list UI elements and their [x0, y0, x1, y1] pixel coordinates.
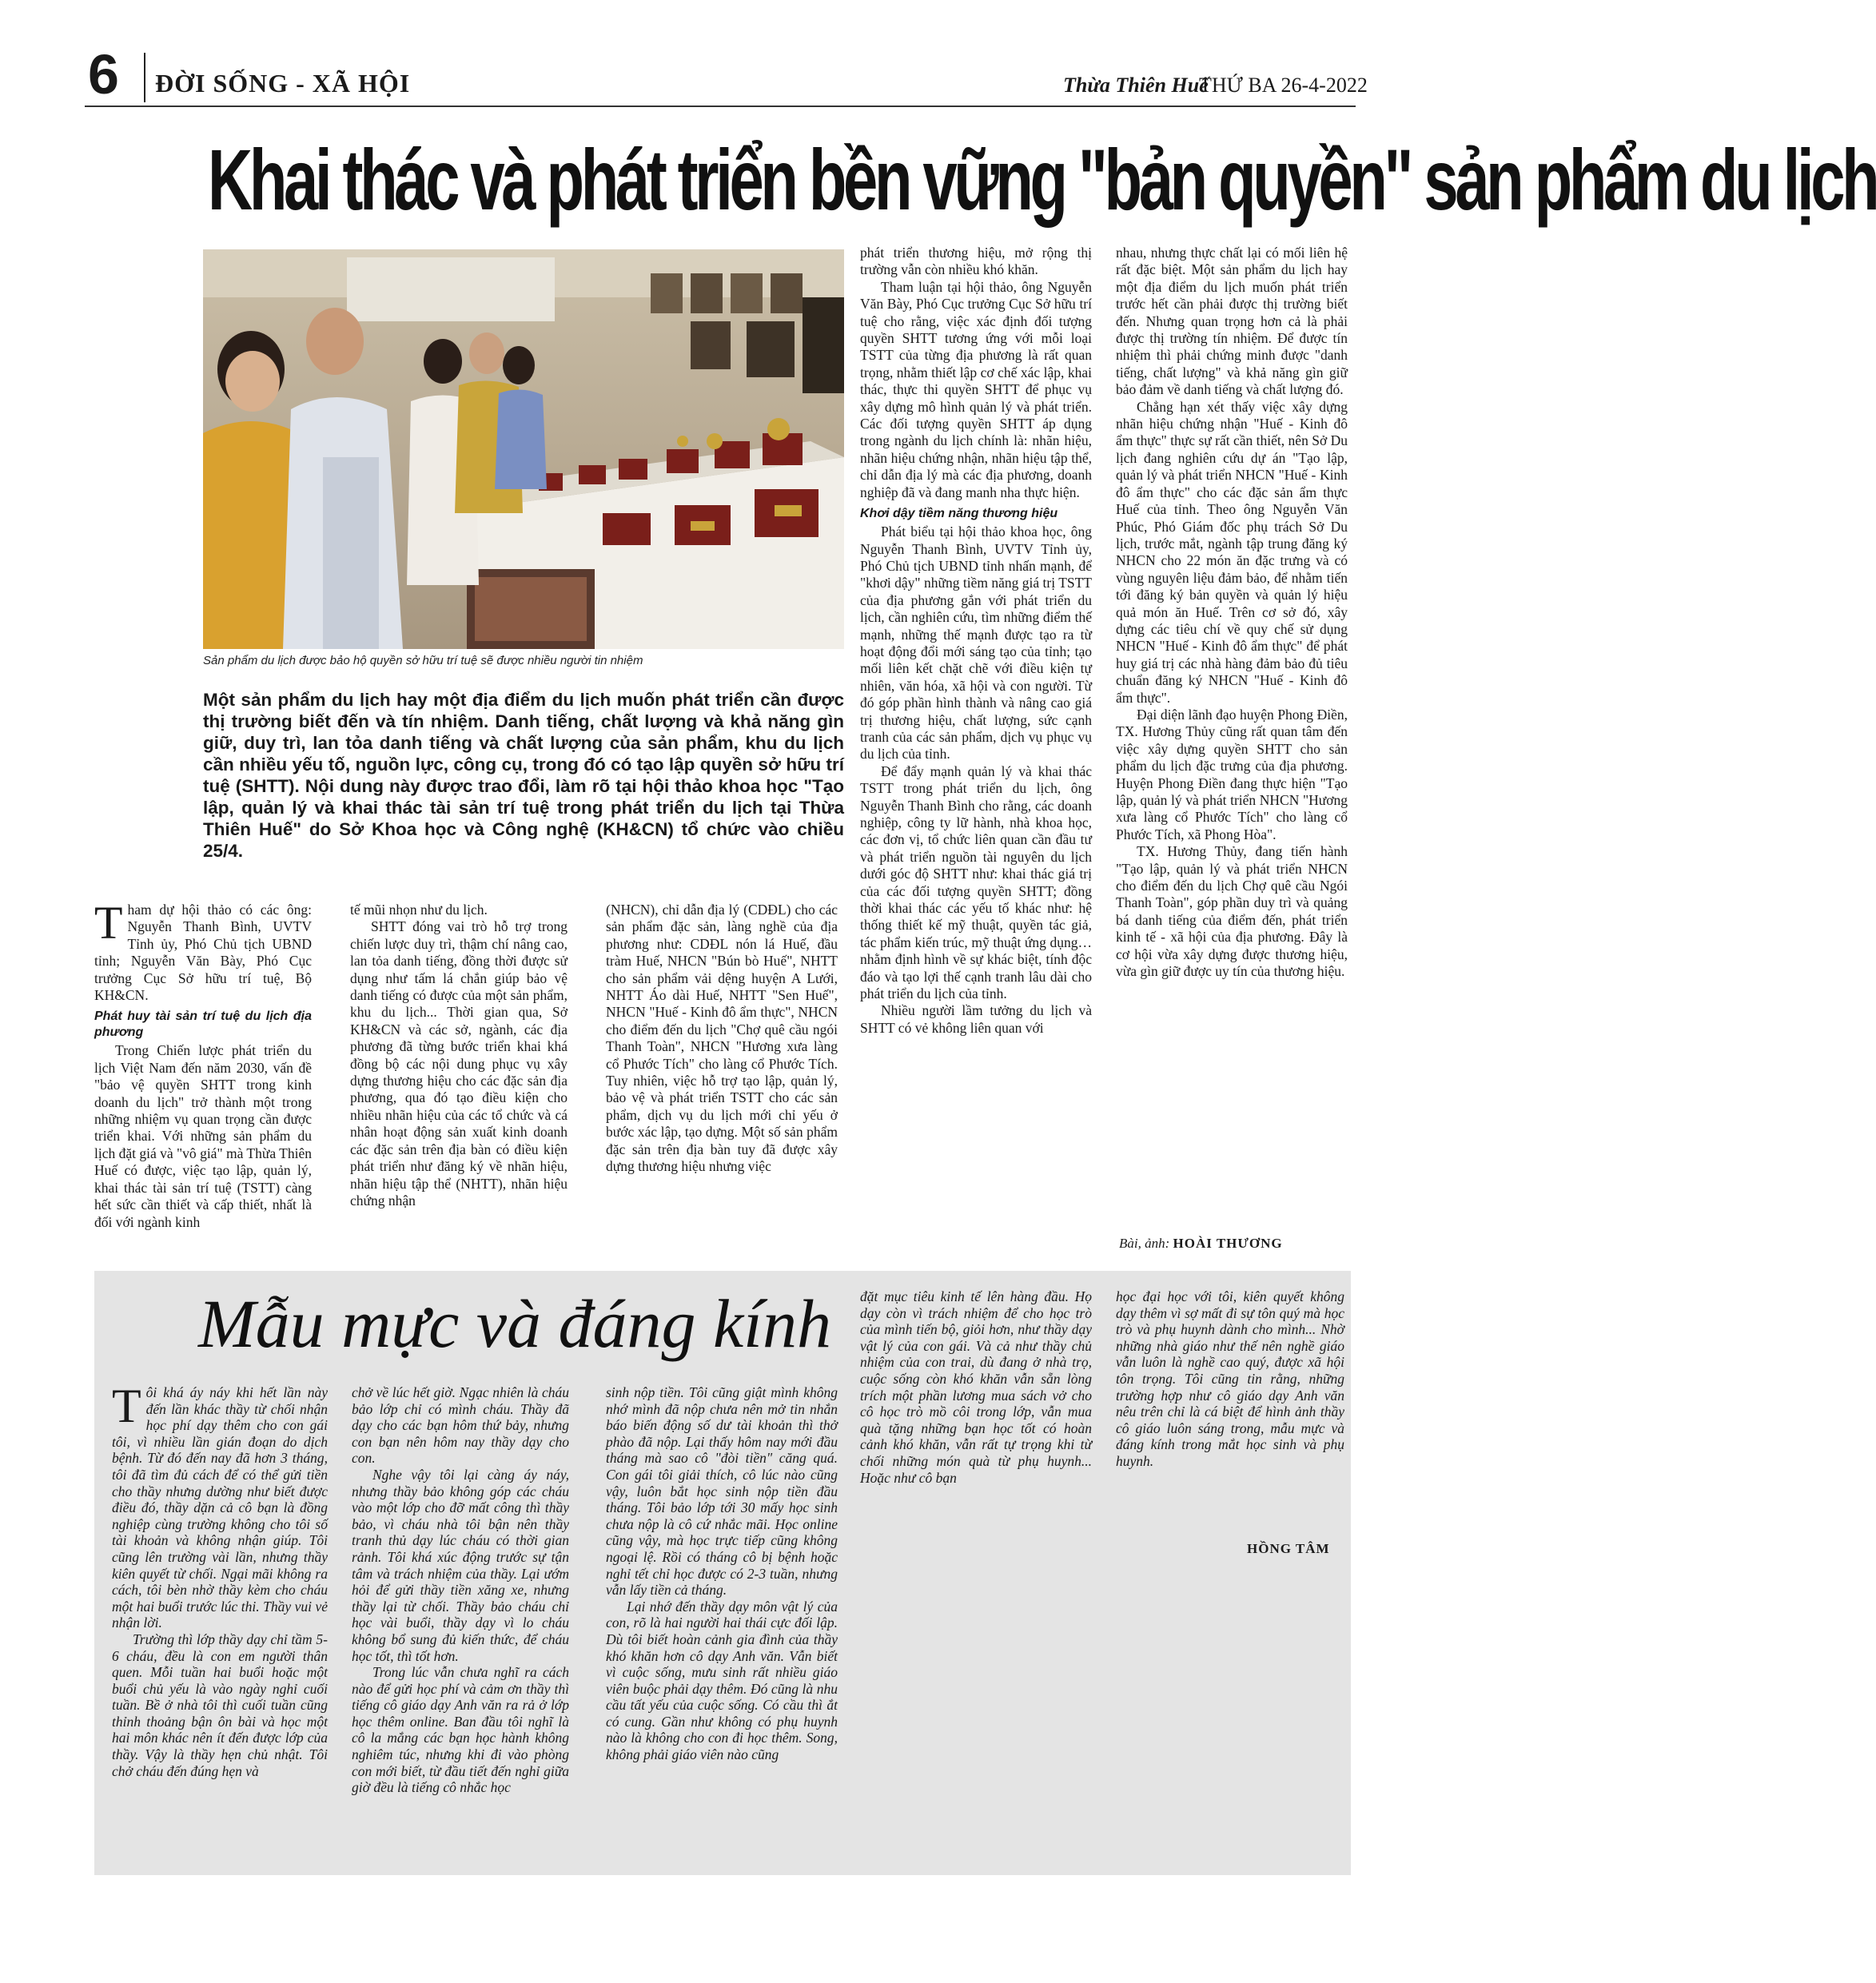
paragraph: phát triển thương hiệu, mở rộng thị trường vẫn còn nhiều khó khăn. [860, 245, 1092, 278]
article1-column-3 [606, 902, 838, 1176]
paragraph: Đại diện lãnh đạo huyện Phong Điền, TX. Hương Thủy cũng rất quan tâm đến việc xây dựng quyền SHTT cho sản phẩm du lịch đặc trưng của địa phương. Huyện Phong Điền đang thực hiện "Tạo lập, quản lý và phát triển NHCN "Hương xưa làng cổ Phước Tích" cho làng cổ Phước Tích, xã Phong Hòa". [1116, 706, 1348, 842]
paragraph-text: ham dự hội thảo có các ông: Nguyễn Thanh Bình, UVTV Tỉnh ủy, Phó Chủ tịch UBND tỉnh; Nguyễn Văn Bày, Phó Cục trưởng Cục Sở hữu trí tuệ, Bộ KH&CN. [94, 902, 312, 1004]
newspaper-name: Thừa Thiên Huế [1063, 74, 1209, 97]
paragraph: Nghe vậy tôi lại càng áy náy, nhưng thầy bảo không góp các cháu vào một lớp cho đỡ mất công thì thầy bảo, vì cháu nhà tôi bận nên thầy tranh thủ dạy lúc cháu có thời gian rảnh. Tôi khá xúc động trước sự tận tâm và trách nhiệm của thầy. Lại ướm hỏi để gửi thầy tiền xăng xe, nhưng thầy lại từ chối. Thầy bảo cháu chỉ học vài buổi, thầy dạy vì lo cháu không bổ sung đủ kiến thức, để cháu học tốt, thì tốt hơn. [352, 1466, 569, 1664]
article2-column-4 [860, 1288, 1092, 1486]
byline-author: HOÀI THƯƠNG [1173, 1236, 1283, 1251]
subheading: Phát huy tài sản trí tuệ du lịch địa phương [94, 1009, 312, 1040]
paragraph: Lại nhớ đến thầy dạy môn vật lý của con, rõ là hai người hai thái cực đối lập. Dù tôi biết hoàn cảnh gia đình của thầy khó khăn hơn cô dạy Anh văn. Vẫn biết vì cuộc sống, mưu sinh rất nhiều giáo viên buộc phải dạy thêm. Đó cũng là nhu cầu tất yếu của cuộc sống. Có cầu thì ắt có cung. Gần như không có phụ huynh nào là không cho con đi học thêm. Song, không phải giáo viên nào cũng [606, 1598, 838, 1763]
article1-column-5 [1116, 245, 1348, 980]
article-photo [203, 249, 844, 649]
section-name: ĐỜI SỐNG - XÃ HỘI [155, 69, 411, 98]
paragraph: tế mũi nhọn như du lịch. [350, 902, 488, 918]
article1-column-1 [94, 897, 312, 1231]
article-byline [1119, 1236, 1283, 1252]
paragraph: Trường thì lớp thầy dạy chỉ tầm 5-6 cháu, đều là con em người thân quen. Mỗi tuần hai buổi hoặc một buổi chủ yếu là vào ngày nghỉ cuối tuần. Bề ở nhà tôi thì cuối tuần cũng thỉnh thoảng bận ôn bài và học một hai môn khác nên ít đến được lớp của thầy. Vậy là thầy hẹn chủ nhật. Tôi chở cháu đến đúng hẹn và [112, 1631, 328, 1779]
photo-caption: Sản phẩm du lịch được bảo hộ quyền sở hữu trí tuệ sẽ được nhiều người tin nhiệm [203, 654, 643, 667]
drop-cap: T [112, 1380, 141, 1432]
header-rule [85, 106, 1356, 107]
article2-column-3 [606, 1384, 838, 1763]
exhibition-photo-illustration [203, 249, 844, 649]
article1-column-4 [860, 245, 1092, 1037]
drop-cap: T [94, 897, 123, 949]
paragraph: Tham luận tại hội thảo, ông Nguyễn Văn Bày, Phó Cục trưởng Cục Sở hữu trí tuệ cho rằng, việc xác định đối tượng quyền SHTT tương ứng với mỗi loại TSTT của từng địa phương là rất quan trọng, nhằm thiết lập cơ chế xác lập, khai thác, thực thi quyền SHTT để phục vụ xây dựng mô hình quản lý và phát triển. Các đối tượng quyền SHTT áp dụng trong ngành du lịch chính là: nhãn hiệu, nhãn hiệu chứng nhận, nhãn hiệu tập thể, chỉ dẫn địa lý mà các địa phương, doanh nghiệp đã và đang manh nha thực hiện. [860, 278, 1092, 500]
paragraph: sinh nộp tiền. Tôi cũng giật mình không nhớ mình đã nộp chưa nên mở tin nhắn báo biến động số dư tài khoản thì thở phào đã nộp. Lại thấy hôm nay mới đầu tháng mà sao cô "đòi tiền" căng quá. Con gái tôi giải thích, cô lúc nào cũng vậy, luôn bắt học sinh nộp tiền đầu tháng. Tôi bảo lớp tới 30 mấy học sinh chưa nộp là cô cứ nhắc mãi. Học online cũng vậy, mà học trực tiếp cũng không ngoại lệ. Rồi có tháng cô bị bệnh hoặc nghỉ tết chỉ học được có 2-3 tuần, nhưng vẫn lấy tiền cả tháng. [606, 1384, 838, 1599]
header-divider [144, 53, 145, 102]
paragraph: TX. Hương Thủy, đang tiến hành "Tạo lập, quản lý và phát triển NHCN cho điểm đến du lịch Chợ quê cầu Ngói Thanh Toàn", góp phần duy trì và quảng bá danh tiếng của điểm đến, phát triển kinh tế - xã hội của địa phương. Đây là cơ hội vừa xây dựng được thương hiệu, vừa gìn giữ được uy tín của thương hiệu. [1116, 843, 1348, 980]
paragraph: (NHCN), chỉ dẫn địa lý (CDĐL) cho các sản phẩm đặc sản, làng nghề của địa phương như: CDĐL nón lá Huế, đầu tràm Huế, NHCN "Bún bò Huế", NHTT cho sản phẩm vải dệng huyện A Lưới, NHTT Áo dài Huế, NHTT "Sen Huế", NHCN "Huế - Kinh đô ẩm thực", NHCN cho điểm đến du lịch "Chợ quê cầu ngói Thanh Toàn", NHCN "Hương xưa làng cổ Phước Tích" cho làng cổ Phước Tích. Tuy nhiên, việc hỗ trợ tạo lập, quản lý, bảo vệ và phát triển TSTT cho các sản phẩm, dịch vụ du lịch mới chỉ yếu ở bước xác lập, tạo dựng. Một số sản phẩm đặc sản trên địa bàn tuy đã được xây dựng thương hiệu nhưng việc [606, 902, 838, 1175]
paragraph: Chẳng hạn xét thấy việc xây dựng nhãn hiệu chứng nhận "Huế - Kinh đô ẩm thực" thực sự rất cần thiết, nên Sở Du lịch đang nghiên cứu dự án "Tạo lập, quản lý và phát triển NHCN "Huế - Kinh đô ẩm thực" cho các đặc sản ẩm thực Huế của tỉnh. Theo ông Nguyễn Văn Phúc, Phó Giám đốc phụ trách Sở Du lịch, trước mắt, ngành tập trung đăng ký NHCN cho 22 món ăn đặc trưng và có vùng nguyên liệu đảm bảo, để nhằm tiến tới đăng ký bản quyền và quản lý hiệu quả món ăn Huế. Trên cơ sở đó, xây dựng các tiêu chí về quy chế sử dụng NHCN "Huế - Kinh đô ẩm thực" để phát huy giá trị các nhà hàng đảm bảo đủ tiêu chuẩn đăng ký NHCN "Huế - Kinh đô ẩm thực". [1116, 398, 1348, 706]
paragraph: học đại học với tôi, kiên quyết không dạy thêm vì sợ mất đi sự tôn quý mà học trò và phụ huynh dành cho mình... Nhờ những nhà giáo như thế nên nghề giáo vẫn luôn là nghề cao quý, được xã hội tôn trọng. Tôi cũng tin rằng, những trường hợp như cô giáo dạy Anh văn nêu trên chỉ là cá biệt để hình ảnh thầy cô giáo luôn sáng trong, mẫu mực và đáng kính trong mắt học sinh và phụ huynh. [1116, 1288, 1344, 1469]
article2-column-1 [112, 1380, 328, 1779]
opinion-title: Mẫu mực và đáng kính [198, 1285, 832, 1362]
article1-column-2 [350, 902, 568, 1209]
article2-column-2 [352, 1384, 569, 1796]
issue-date: THỨ BA 26-4-2022 [1199, 74, 1368, 97]
paragraph: Nhiều người lầm tưởng du lịch và SHTT có vẻ không liên quan với [860, 1002, 1092, 1036]
opinion-byline: HỒNG TÂM [1247, 1541, 1330, 1556]
article-headline: Khai thác và phát triển bền vững "bản quyền" sản phẩm du lịch [208, 131, 1876, 228]
paragraph [94, 897, 312, 1004]
article-lead: Một sản phẩm du lịch hay một địa điểm du lịch muốn phát triển cần được thị trường biết đến và tín nhiệm. Danh tiếng, chất lượng và khả năng gìn giữ, duy trì, lan tỏa danh tiếng và chất lượng của sản phẩm, khu du lịch cần nhiều yếu tố, nguồn lực, công cụ, trong đó có tạo lập quyền sở hữu trí tuệ (SHTT). Nội dung này được trao đổi, làm rõ tại hội thảo khoa học "Tạo lập, quản lý và khai thác tài sản trí tuệ trong phát triển du lịch tại Thừa Thiên Huế" do Sở Khoa học và Công nghệ (KH&CN) tổ chức vào chiều 25/4. [203, 690, 844, 861]
article2-column-5 [1116, 1288, 1344, 1470]
subheading: Khơi dậy tiềm năng thương hiệu [860, 507, 1058, 521]
paragraph: SHTT đóng vai trò hỗ trợ trong chiến lược duy trì, thậm chí nâng cao, lan tỏa danh tiếng, đồng thời được sử dụng như tấm lá chắn giúp bảo vệ danh tiếng có được của một sản phẩm, khu du lịch... Thời gian qua, Sở KH&CN và các sở, ngành, các địa phương đã từng bước triển khai khá đồng bộ các nội dung phục vụ xây dựng thương hiệu cho các đặc sản địa phương, qua đó tạo điều kiện cho nhiều nhãn hiệu của các tổ chức và cá nhân hoạt động sản xuất kinh doanh các đặc sản trên địa bàn có điều kiện phát triển như đăng ký về nhãn hiệu, nhãn hiệu tập thể (NHTT), nhãn hiệu chứng nhận [350, 918, 568, 1209]
paragraph: đặt mục tiêu kinh tế lên hàng đầu. Họ dạy còn vì trách nhiệm để cho học trò của mình tiến bộ, giỏi hơn, như thầy dạy vật lý của con gái. Và cả như thầy chủ nhiệm của con trai, dù đang ở nhà trọ, cuộc sống còn khó khăn vẫn sẵn lòng trích một phần lương mua sách vở cho cô học trò mồ côi trong lớp, vẫn mua quà tặng những bạn học tốt có hoàn cảnh khó khăn, vẫn rất tự trọng khi từ chối những món quà từ phụ huynh... Hoặc như cô bạn [860, 1288, 1092, 1486]
paragraph [112, 1380, 328, 1631]
page-number: 6 [88, 43, 119, 106]
paragraph: chở về lúc hết giờ. Ngạc nhiên là cháu bảo lớp chỉ có mình cháu. Thầy đã dạy cho các bạn hôm thứ bảy, nhưng con bạn nên hôm nay thầy dạy cho con. [352, 1384, 569, 1467]
paragraph: Phát biểu tại hội thảo khoa học, ông Nguyễn Thanh Bình, UVTV Tỉnh ủy, Phó Chủ tịch UBND tỉnh nhấn mạnh, để "khơi dậy" những tiềm năng giá trị TSTT của địa phương gắn với phát triển du lịch, cần nghiên cứu, tìm những điểm thế mạnh, những thế mạnh được tạo ra từ hoạt động đổi mới sáng tạo của tỉnh; tạo mối liên kết chặt chẽ với điều kiện tự nhiên, văn hóa, xã hội và con người. Từ đó góp phần hình thành và nâng cao giá trị thương hiệu, chất lượng, sức cạnh tranh của các sản phẩm, dịch vụ phục vụ du lịch của tỉnh. [860, 524, 1092, 763]
paragraph: nhau, nhưng thực chất lại có mối liên hệ rất đặc biệt. Một sản phẩm du lịch hay một địa điểm du lịch muốn phát triển trước hết cần phải được thị trường biết đến. Nhưng quan trọng hơn cả là phải được thị trường tín nhiệm. Để được tín nhiệm thì phải chứng minh được "danh tiếng, chất lượng" và khả năng gìn giữ bảo đảm về danh tiếng và chất lượng đó. [1116, 245, 1348, 398]
paragraph: Để đẩy mạnh quản lý và khai thác TSTT trong phát triển du lịch, ông Nguyễn Thanh Bình cho rằng, các doanh nghiệp, công ty lữ hành, nhà khoa học, các đơn vị, tổ chức liên quan cần đầu tư và phát triển nguồn tài nguyên du lịch dưới góc độ SHTT như: khai thác giá trị của các đối tượng quyền SHTT; đồng thời khai thác các yếu tố khác như: hệ thống thiết kế mỹ thuật, quyền tác giả, tác phẩm kiến trúc, mỹ thuật ứng dụng… nhằm định hình về sự khác biệt, tính độc đáo và tạo lợi thế cạnh tranh lâu dài cho phát triển du lịch của tỉnh. [860, 763, 1092, 1002]
paragraph: Trong Chiến lược phát triển du lịch Việt Nam đến năm 2030, vấn đề "bảo vệ quyền SHTT trong kinh doanh du lịch" trở thành một trong những nhiệm vụ quan trọng cần được triển khai. Với những sản phẩm du lịch đặt giá và "vô giá" mà Thừa Thiên Huế có được, việc tạo lập, quản lý, khai thác tài sản trí tuệ (TSTT) càng hết sức cần thiết và cấp thiết, nhất là đối với ngành kinh [94, 1042, 312, 1230]
paragraph: Trong lúc vẫn chưa nghĩ ra cách nào để gửi học phí và cảm ơn thầy thì tiếng cô giáo dạy Anh văn ra rả ở lớp học thêm online. Ban đầu tôi nghĩ là cô la mắng các bạn học hành không nghiêm túc, nhưng khi đi vào phòng con mới biết, từ đầu tiết đến nghỉ giữa giờ đều là tiếng cô nhắc học [352, 1664, 569, 1796]
paragraph-text: ôi khá áy náy khi hết lần này đến lần khác thầy từ chối nhận học phí dạy thêm cho con gái tôi, vì nhiều lần gián đoạn do dịch bệnh. Từ đó đến nay đã hơn 3 tháng, tôi đã tìm đủ cách để có thể gửi tiền cho thầy nhưng dường như biết được điều đó, thầy dặn cả cô bạn là đồng nghiệp cùng trường không cho tôi số tài khoản và không nhận giúp. Tôi cũng lên trường vài lần, nhưng thầy kiên quyết từ chối. Ngại mãi không ra cách, tôi bèn nhờ thầy kèm cho cháu một hai buổi trước lúc thi. Thầy vui vẻ nhận lời. [112, 1384, 328, 1631]
byline-label: Bài, ảnh: [1119, 1236, 1170, 1251]
